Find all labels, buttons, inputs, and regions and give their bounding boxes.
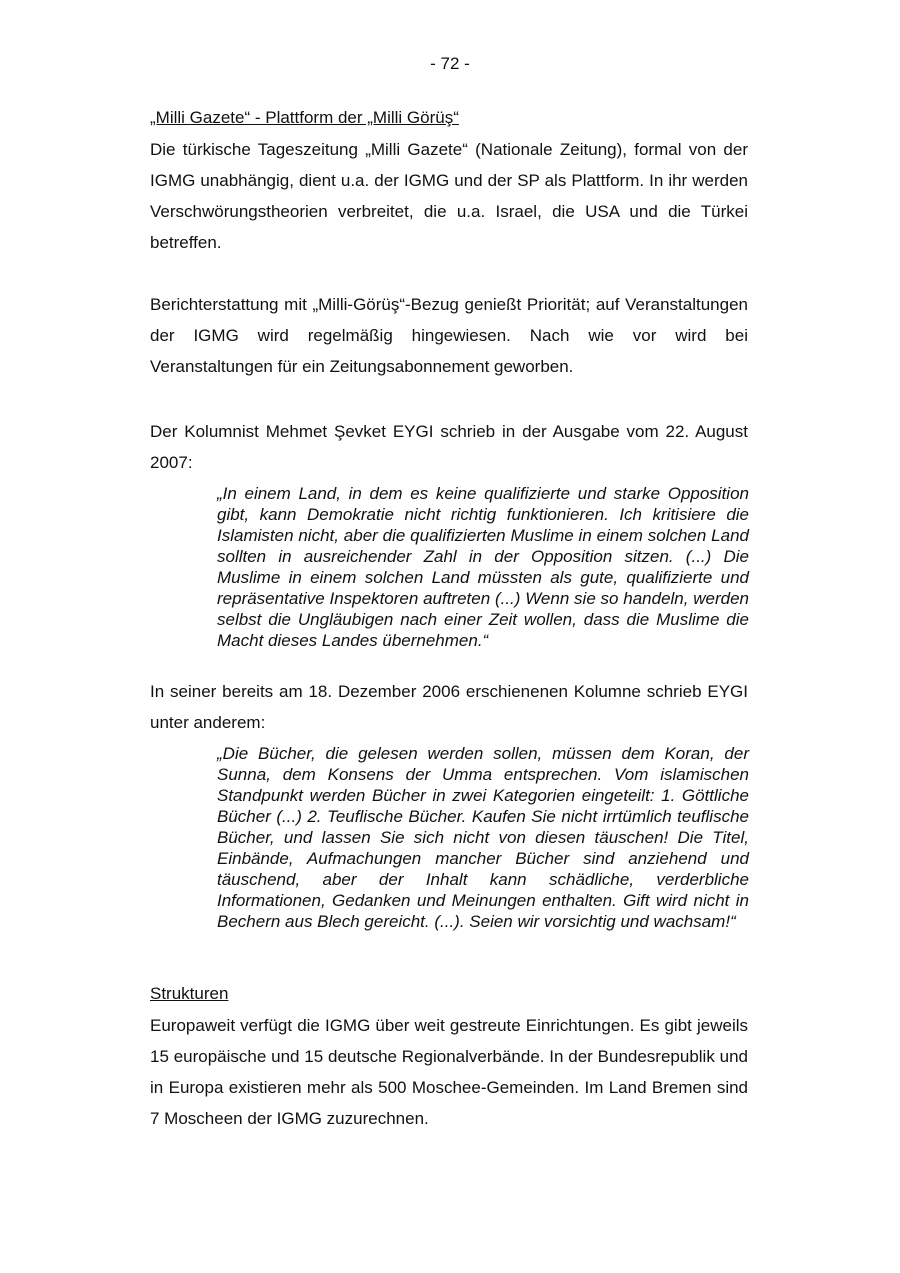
paragraph-strukturen: Europaweit verfügt die IGMG über weit gestreute Einrichtungen. Es gibt jeweils 15 europäische und 15 deutsche Regionalverbände. In der Bundesrepublik und in Europa existieren mehr als 500 Moschee-Gemeinden. Im Land Bremen sind 7 Moscheen der IGMG zuzurechnen. <box>150 1016 748 1128</box>
blockquote-eygi-2006: „Die Bücher, die gelesen werden sollen, müssen dem Koran, der Sunna, dem Konsens der Umma entsprechen. Vom islamischen Standpunkt werden Bücher in zwei Kategorien eingeteilt: 1. Göttliche Bücher (...) 2. Teuflische Bücher. Kaufen Sie nicht irrtümlich teuflische Bücher, und lassen Sie sich nicht von diesen täuschen! Die Titel, Einbände, Aufmachungen mancher Bücher sind anziehend und täuschend, aber der Inhalt kann schädliche, verderbliche Informationen, Gedanken und Meinungen enthalten. Gift wird nicht in Bechern aus Blech gereicht. (...). Seien wir vorsichtig und wachsam!“ <box>217 744 749 931</box>
blockquote-eygi-2007: „In einem Land, in dem es keine qualifizierte und starke Opposition gibt, kann Demokratie nicht richtig funktionieren. Ich kritisiere die Islamisten nicht, aber die qualifizierten Muslime in einem solchen Land sollten in ausreichender Zahl in der Opposition sitzen. (...) Die Muslime in einem solchen Land müssten als gute, qualifizierte und repräsentative Inspektoren auftreten (...) Wenn sie so handeln, werden selbst die Ungläubigen nach einer Zeit wollen, dass die Muslime die Macht dieses Landes übernehmen.“ <box>217 484 749 650</box>
section-heading-milli-gazete: „Milli Gazete“ - Plattform der „Milli Görüş“ <box>150 108 459 127</box>
section-heading-strukturen: Strukturen <box>150 984 229 1003</box>
page-number: - 72 - <box>430 54 470 73</box>
paragraph-milli-gazete-intro: Die türkische Tageszeitung „Milli Gazete“ (Nationale Zeitung), formal von der IGMG unabhängig, dient u.a. der IGMG und der SP als Plattform. In ihr werden Verschwörungstheorien verbreitet, die u.a. Israel, die USA und die Türkei betreffen. <box>150 140 748 252</box>
paragraph-kolumne-2006: In seiner bereits am 18. Dezember 2006 erschienenen Kolumne schrieb EYGI unter anderem: <box>150 682 748 732</box>
paragraph-kolumnist-eygi: Der Kolumnist Mehmet Şevket EYGI schrieb in der Ausgabe vom 22. August 2007: <box>150 422 748 472</box>
paragraph-berichterstattung: Berichterstattung mit „Milli-Görüş“-Bezug genießt Priorität; auf Veranstaltungen der IGMG wird regelmäßig hingewiesen. Nach wie vor wird bei Veranstaltungen für ein Zeitungsabonnement geworben. <box>150 295 748 376</box>
